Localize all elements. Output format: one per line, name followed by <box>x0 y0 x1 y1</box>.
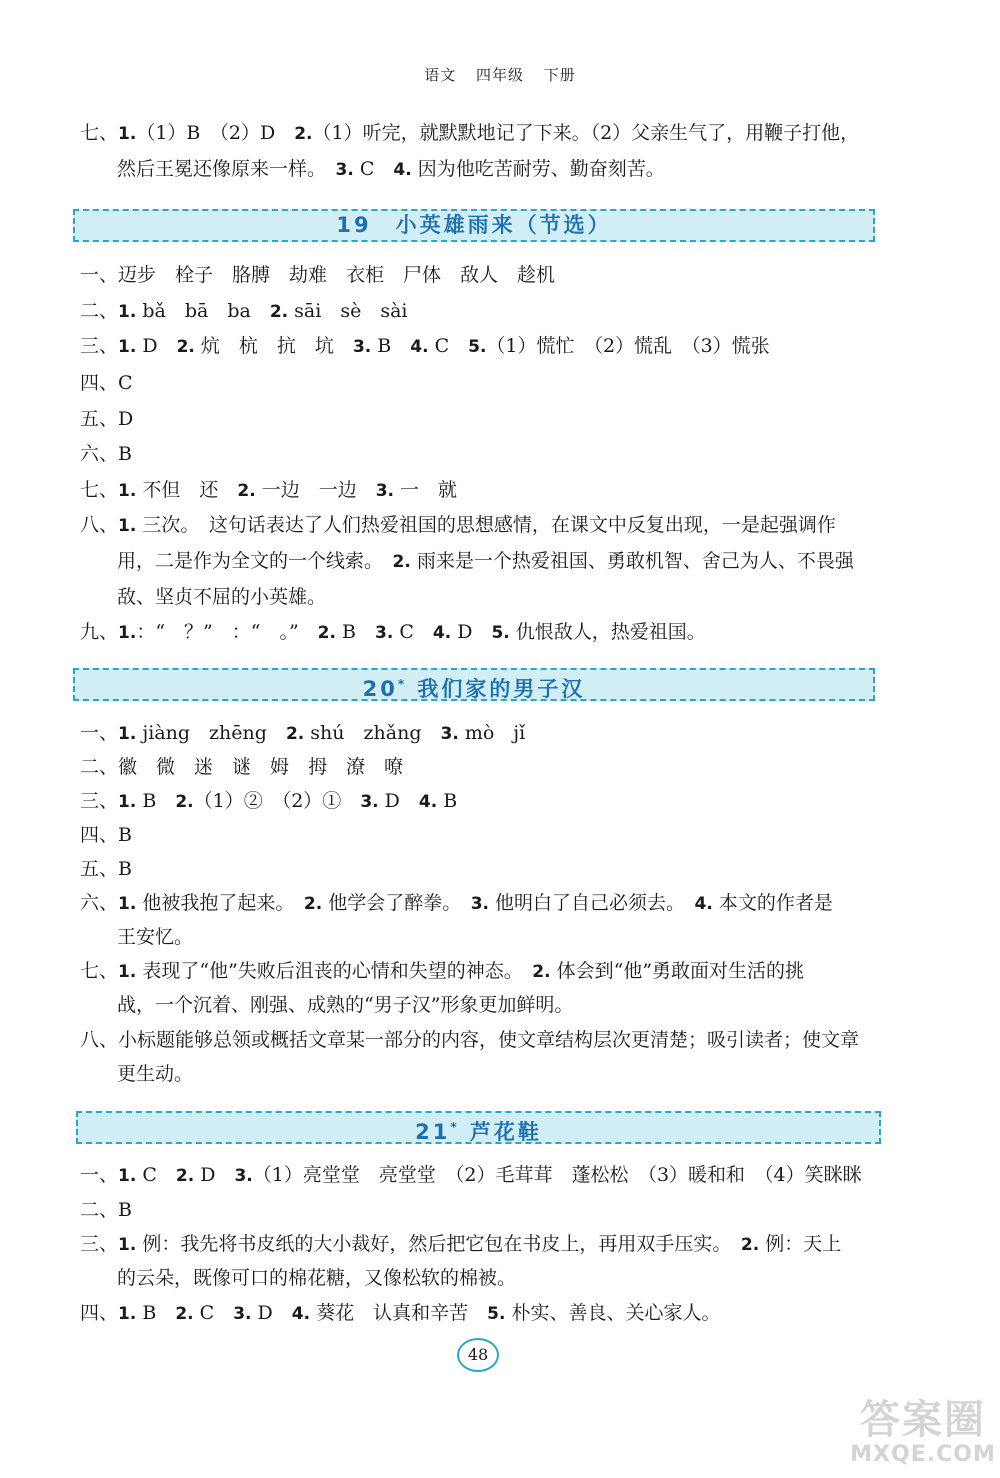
watermark-text: 答案圈 <box>860 1397 986 1443</box>
prev-q7-line1: 七、1.（1）B （2）D 2.（1）听完，就默默地记了下来。（2）父亲生气了，用鞭子打他， <box>80 122 860 144</box>
s20-q6-line1: 六、1. 他被我抱了起来。 2. 他学会了醉拳。 3. 他明白了自己必须去。 4. 本文的作者是 <box>80 892 833 914</box>
s19-q1: 一、迈步 栓子 胳膊 劫难 衣柜 尸体 敌人 趁机 <box>80 264 556 286</box>
s19-q8-line1: 八、1. 三次。 这句话表达了人们热爱祖国的思想感情，在课文中反复出现，一是起强调作 <box>80 514 836 536</box>
s20-q2: 二、徽 微 迷 谜 姆 拇 潦 嘹 <box>80 756 404 778</box>
s21-q3-line2: 的云朵，既像可口的棉花糖，又像松软的棉被。 <box>117 1267 517 1289</box>
s19-q8-line3: 敌、坚贞不屈的小英雄。 <box>117 586 327 608</box>
watermark-url: MXQE.COM <box>850 1442 996 1467</box>
s21-q4: 四、1. B 2. C 3. D 4. 葵花 认真和辛苦 5. 朴实、善良、关心家人。 <box>80 1302 721 1324</box>
header-grade: 四年级 <box>475 66 524 84</box>
s21-q3-line1: 三、1. 例：我先将书皮纸的大小裁好，然后把它包在书皮上，再用双手压实。 2. 例：天上 <box>80 1233 842 1255</box>
header-subject: 语文 <box>424 66 457 84</box>
s20-q7-line1: 七、1. 表现了“他”失败后沮丧的心情和失望的神态。 2. 体会到“他”勇敢面对生活的挑 <box>80 960 805 982</box>
s21-q1: 一、1. C 2. D 3.（1）亮堂堂 亮堂堂 （2）毛茸茸 蓬松松 （3）暖和和 （4）笑眯眯 <box>80 1164 862 1186</box>
page-number: 48 <box>457 1338 499 1372</box>
s21-q2: 二、B <box>80 1199 132 1221</box>
section-19-title: 19 小英雄雨来（节选） <box>73 209 875 242</box>
prev-q7-line2: 然后王冕还像原来一样。 3. C 4. 因为他吃苦耐劳、勤奋刻苦。 <box>117 158 665 180</box>
s20-q3: 三、1. B 2.（1）② （2）① 3. D 4. B <box>80 790 458 812</box>
s20-q8-line2: 更生动。 <box>117 1063 194 1085</box>
s19-q6: 六、B <box>80 443 132 465</box>
page-header <box>0 64 1000 85</box>
s20-q5: 五、B <box>80 858 132 880</box>
watermark-logo <box>848 1398 998 1474</box>
s19-q3: 三、1. D 2. 炕 杭 抗 坑 3. B 4. C 5.（1）慌忙 （2）慌乱 （3）慌张 <box>80 335 770 357</box>
s20-q4: 四、B <box>80 824 132 846</box>
s20-q8-line1: 八、小标题能够总领或概括文章某一部分的内容，使文章结构层次更清楚；吸引读者；使文章 <box>80 1029 860 1051</box>
s19-q8-line2: 用，二是作为全文的一个线索。 2. 雨来是一个热爱祖国、勇敢机智、舍己为人、不畏强 <box>117 550 854 572</box>
s19-q4: 四、C <box>80 372 133 394</box>
s19-q5: 五、D <box>80 408 134 430</box>
s19-q2: 二、1. bǎ bā ba 2. sāi sè sài <box>80 300 408 322</box>
s20-q7-line2: 战，一个沉着、刚强、成熟的“男子汉”形象更加鲜明。 <box>117 994 574 1016</box>
s20-q1: 一、1. jiàng zhēng 2. shú zhǎng 3. mò jǐ <box>80 722 526 744</box>
s19-q9: 九、1.：“ ？” ：“ 。” 2. B 3. C 4. D 5. 仇恨敌人，热爱祖国。 <box>80 621 706 643</box>
section-21-title: 21* 芦花鞋 <box>76 1111 881 1144</box>
header-volume: 下册 <box>543 66 576 84</box>
s19-q7: 七、1. 不但 还 2. 一边 一边 3. 一 就 <box>80 479 458 501</box>
s20-q6-line2: 王安忆。 <box>117 926 194 948</box>
section-20-title: 20* 我们家的男子汉 <box>73 668 875 701</box>
